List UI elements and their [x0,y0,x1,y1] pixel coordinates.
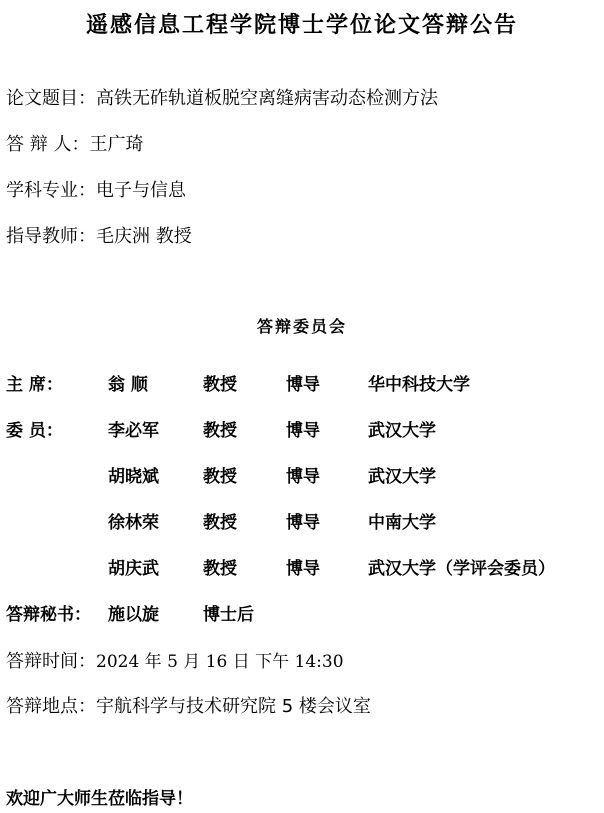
secretary-name: 施以旋 [108,605,159,625]
committee-member-row [0,416,604,440]
candidate-label: 答 辩 人： [6,134,90,155]
candidate-row [6,130,143,156]
thesis-title-row [6,84,438,110]
closing-invitation: 欢迎广大师生莅临指导！ [6,789,193,809]
member-name: 徐林荣 [108,513,159,533]
member-organization: 武汉大学 [368,467,436,487]
member-supervisor: 博导 [286,559,320,579]
member-supervisor: 博导 [286,467,320,487]
member-organization: 武汉大学（学评会委员） [368,559,555,579]
member-title: 教授 [203,421,237,441]
defense-time-row [6,647,344,673]
committee-member-row [0,554,604,578]
member-name: 胡晓斌 [108,467,159,487]
defense-time-value: 2024 年 5 月 16 日 下午 14:30 [96,652,344,672]
secretary-row [0,600,604,624]
candidate-value: 王广琦 [89,134,144,155]
member-title: 教授 [203,513,237,533]
major-value: 电子与信息 [96,180,186,201]
member-role: 主 席： [6,375,63,395]
member-title: 教授 [203,467,237,487]
member-name: 李必军 [108,421,159,441]
secretary-label: 答辩秘书： [6,605,91,625]
defense-place-value: 宇航科学与技术研究院 5 楼会议室 [96,696,371,717]
advisor-label: 指导教师： [6,226,96,247]
member-organization: 中南大学 [368,513,436,533]
major-row [6,176,186,202]
member-supervisor: 博导 [286,513,320,533]
member-organization: 武汉大学 [368,421,436,441]
committee-member-row [0,508,604,532]
member-supervisor: 博导 [286,421,320,441]
committee-heading: 答辩委员会 [256,317,347,336]
committee-member-row [0,462,604,486]
member-name: 胡庆武 [108,559,159,579]
member-name: 翁 顺 [108,375,148,395]
announcement-title: 遥感信息工程学院博士学位论文答辩公告 [85,12,518,38]
member-title: 教授 [203,375,237,395]
member-title: 教授 [203,559,237,579]
defense-place-row [6,692,371,718]
committee-member-row [0,370,604,394]
secretary-title: 博士后 [203,605,254,625]
defense-place-label: 答辩地点： [6,696,96,717]
advisor-row [6,222,192,248]
member-role: 委 员： [6,421,63,441]
thesis-title-label: 论文题目： [6,88,96,109]
advisor-value: 毛庆洲 教授 [96,226,192,247]
defense-time-label: 答辩时间： [6,651,96,672]
thesis-title-value: 高铁无砟轨道板脱空离缝病害动态检测方法 [96,88,438,109]
member-supervisor: 博导 [286,375,320,395]
major-label: 学科专业： [6,180,96,201]
member-organization: 华中科技大学 [368,375,470,395]
